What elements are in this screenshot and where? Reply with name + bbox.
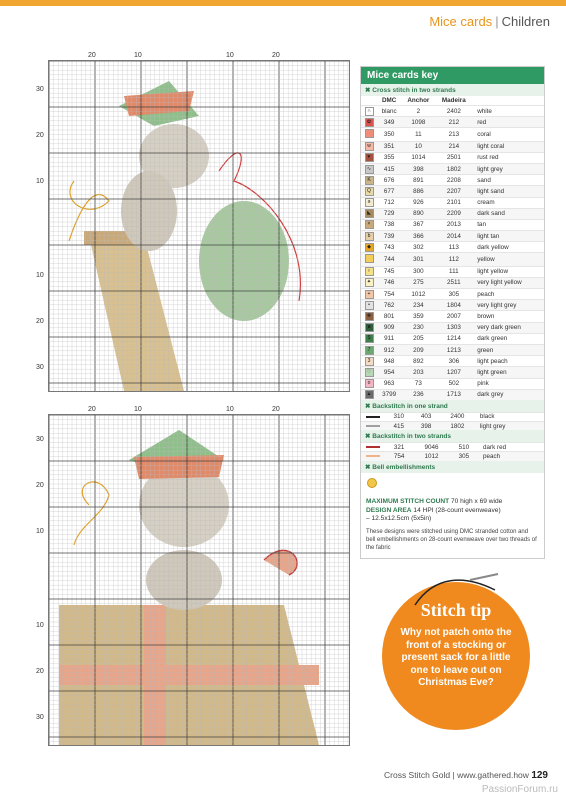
backstitch-one-heading: ✖ Backstitch in one strand bbox=[361, 400, 544, 412]
footer-separator: | bbox=[452, 770, 455, 780]
key-dmc: 739 bbox=[377, 231, 401, 242]
key-madeira: 1214 bbox=[435, 333, 472, 344]
bottom-chart-row-label: 10 bbox=[36, 622, 44, 629]
key-madeira: 2209 bbox=[435, 208, 472, 219]
top-chart-row-label: 20 bbox=[36, 132, 44, 139]
dmc-col-header: DMC bbox=[381, 97, 397, 104]
key-colour-name: light green bbox=[472, 367, 544, 378]
backstitch-dmc: 754 bbox=[385, 452, 413, 461]
backstitch-line-cell bbox=[361, 452, 385, 461]
key-row bbox=[361, 277, 544, 288]
key-symbol: Q bbox=[365, 187, 374, 196]
key-symbol: ◣ bbox=[365, 209, 374, 218]
key-symbol: ♀ bbox=[365, 267, 374, 276]
key-row bbox=[361, 378, 544, 389]
key-symbol-cell bbox=[361, 197, 377, 208]
key-row bbox=[361, 356, 544, 367]
key-symbol: ∩ bbox=[365, 107, 374, 116]
backstitch-dmc: 321 bbox=[385, 443, 413, 452]
backstitch-one-table bbox=[361, 412, 544, 430]
cross-stitch-heading-text: Cross stitch in two strands bbox=[372, 87, 456, 94]
top-chart-col-label: 10 bbox=[226, 52, 234, 59]
key-symbol-cell bbox=[361, 128, 377, 141]
backstitch-madeira: 1802 bbox=[440, 422, 475, 431]
key-anchor: 926 bbox=[401, 197, 435, 208]
key-madeira: 2208 bbox=[435, 175, 472, 186]
key-dmc: 677 bbox=[377, 186, 401, 197]
key-symbol-cell bbox=[361, 231, 377, 242]
key-colour-name: light sand bbox=[472, 186, 544, 197]
key-colour-name: dark green bbox=[472, 333, 544, 344]
page-header bbox=[0, 0, 566, 30]
backstitch-two-table bbox=[361, 442, 544, 460]
key-anchor: 302 bbox=[401, 242, 435, 253]
top-chart-grid bbox=[49, 61, 349, 391]
key-symbol-cell bbox=[361, 253, 377, 266]
key-colour-name: red bbox=[472, 117, 544, 128]
key-symbol-cell bbox=[361, 378, 377, 389]
key-anchor: 1012 bbox=[401, 289, 435, 300]
key-symbol: w bbox=[365, 142, 374, 151]
bottom-chart-col-label: 20 bbox=[272, 406, 280, 413]
key-row bbox=[361, 333, 544, 344]
key-row bbox=[361, 117, 544, 128]
symbol-col-header bbox=[361, 96, 377, 106]
top-chart-row-label: 30 bbox=[36, 364, 44, 371]
bottom-chart-row-label: 20 bbox=[36, 668, 44, 675]
design-area-value: 14 HPI (28-count evenweave) bbox=[413, 506, 501, 514]
stitch-counts bbox=[361, 495, 544, 528]
key-dmc: 3799 bbox=[377, 389, 401, 400]
key-symbol-cell bbox=[361, 242, 377, 253]
backstitch-row bbox=[361, 452, 544, 461]
backstitch-two-heading-text: Backstitch in two strands bbox=[372, 433, 452, 441]
section-separator: | bbox=[495, 14, 499, 29]
key-row bbox=[361, 389, 544, 400]
mouse-body-motif bbox=[146, 550, 222, 610]
key-symbol: + bbox=[365, 290, 374, 299]
name-col-header bbox=[472, 96, 544, 106]
key-symbol-cell bbox=[361, 266, 377, 277]
key-anchor: 236 bbox=[401, 389, 435, 400]
bell-heading-text: Bell embellishments bbox=[372, 463, 436, 471]
top-chart-col-label: 10 bbox=[134, 52, 142, 59]
key-symbol-cell bbox=[361, 356, 377, 367]
header-stripe bbox=[0, 0, 566, 6]
key-dmc: 948 bbox=[377, 356, 401, 367]
key-colour-name: peach bbox=[472, 289, 544, 300]
max-count-label: MAXIMUM STITCH COUNT bbox=[366, 497, 450, 505]
key-colour-name: yellow bbox=[472, 253, 544, 266]
key-madeira: 111 bbox=[435, 266, 472, 277]
key-dmc: 745 bbox=[377, 266, 401, 277]
key-dmc: 744 bbox=[377, 253, 401, 266]
stitch-tip-heading: Stitch tip bbox=[420, 600, 492, 620]
key-madeira: 2014 bbox=[435, 231, 472, 242]
design-area-label: DESIGN AREA bbox=[366, 506, 412, 514]
key-dmc: 746 bbox=[377, 277, 401, 288]
backstitch-anchor: 9046 bbox=[413, 443, 449, 452]
key-row bbox=[361, 253, 544, 266]
key-colour-name: light tan bbox=[472, 231, 544, 242]
key-anchor: 73 bbox=[401, 378, 435, 389]
backstitch-anchor: 398 bbox=[412, 422, 439, 431]
backstitch-one-heading-text: Backstitch in one strand bbox=[372, 402, 448, 410]
needle-icon bbox=[410, 570, 500, 610]
key-symbol: ∿ bbox=[365, 165, 374, 174]
backstitch-row bbox=[361, 422, 544, 431]
key-madeira: 113 bbox=[435, 242, 472, 253]
key-madeira: 2402 bbox=[435, 106, 472, 117]
backstitch-madeira: 305 bbox=[450, 452, 478, 461]
key-dmc: 754 bbox=[377, 289, 401, 300]
key-header-row bbox=[361, 96, 544, 106]
bottom-chart-row-label: 30 bbox=[36, 714, 44, 721]
key-anchor: 2 bbox=[401, 106, 435, 117]
key-symbol-cell bbox=[361, 208, 377, 219]
bottom-chart-row-label: 20 bbox=[36, 482, 44, 489]
key-anchor: 300 bbox=[401, 266, 435, 277]
key-row bbox=[361, 266, 544, 277]
key-dmc: 801 bbox=[377, 311, 401, 322]
key-dmc: 954 bbox=[377, 367, 401, 378]
key-row bbox=[361, 208, 544, 219]
key-madeira: 1713 bbox=[435, 389, 472, 400]
key-dmc: 676 bbox=[377, 175, 401, 186]
key-symbol: b bbox=[365, 232, 374, 241]
section-name: Mice cards bbox=[429, 14, 493, 29]
key-colour-name: rust red bbox=[472, 152, 544, 163]
key-colour-name: green bbox=[472, 344, 544, 355]
key-anchor: 10 bbox=[401, 141, 435, 152]
key-madeira: 1207 bbox=[435, 367, 472, 378]
key-madeira: 112 bbox=[435, 253, 472, 266]
key-symbol: • bbox=[365, 301, 374, 310]
key-row bbox=[361, 311, 544, 322]
section-title bbox=[429, 14, 550, 29]
key-row bbox=[361, 322, 544, 333]
key-colour-name: dark yellow bbox=[472, 242, 544, 253]
key-symbol-cell bbox=[361, 322, 377, 333]
key-madeira: 1804 bbox=[435, 300, 472, 311]
page-footer bbox=[384, 770, 548, 781]
key-symbol-cell bbox=[361, 106, 377, 117]
key-colour-name: very light yellow bbox=[472, 277, 544, 288]
key-symbol-cell bbox=[361, 152, 377, 163]
key-colour-name: light grey bbox=[472, 163, 544, 174]
backstitch-line-cell bbox=[361, 443, 385, 452]
backstitch-row bbox=[361, 412, 544, 421]
key-anchor: 205 bbox=[401, 333, 435, 344]
backstitch-name: black bbox=[475, 412, 544, 421]
key-symbol: K bbox=[365, 176, 374, 185]
key-madeira: 1213 bbox=[435, 344, 472, 355]
key-symbol: × bbox=[365, 220, 374, 229]
key-dmc: 963 bbox=[377, 378, 401, 389]
key-title: Mice cards key bbox=[361, 67, 544, 84]
magazine-url: www.gathered.how bbox=[457, 770, 529, 780]
key-row bbox=[361, 175, 544, 186]
key-madeira: 1303 bbox=[435, 322, 472, 333]
cross-stitch-heading: ✖ Cross stitch in two strands bbox=[361, 84, 544, 96]
key-symbol: 7 bbox=[365, 346, 374, 355]
key-colour-name: coral bbox=[472, 128, 544, 141]
key-anchor: 1014 bbox=[401, 152, 435, 163]
key-colour-name: very light grey bbox=[472, 300, 544, 311]
key-dmc: 909 bbox=[377, 322, 401, 333]
key-madeira: 2207 bbox=[435, 186, 472, 197]
key-symbol-cell bbox=[361, 333, 377, 344]
key-anchor: 301 bbox=[401, 253, 435, 266]
backstitch-two-heading: ✖ Backstitch in two strands bbox=[361, 430, 544, 442]
backstitch-madeira: 2400 bbox=[440, 412, 475, 421]
backstitch-line-swatch bbox=[366, 425, 380, 427]
key-symbol-cell bbox=[361, 344, 377, 355]
key-colour-name: sand bbox=[472, 175, 544, 186]
backstitch-name: peach bbox=[478, 452, 544, 461]
key-madeira: 305 bbox=[435, 289, 472, 300]
key-colour-name: tan bbox=[472, 219, 544, 230]
backstitch-name: light grey bbox=[475, 422, 544, 431]
key-dmc: 911 bbox=[377, 333, 401, 344]
key-symbol: 3 bbox=[365, 357, 374, 366]
key-anchor: 230 bbox=[401, 322, 435, 333]
top-chart-row-label: 10 bbox=[36, 272, 44, 279]
key-anchor: 209 bbox=[401, 344, 435, 355]
backstitch-anchor: 1012 bbox=[413, 452, 449, 461]
section-category: Children bbox=[501, 14, 550, 29]
key-symbol: ▲ bbox=[365, 390, 374, 399]
key-dmc: 712 bbox=[377, 197, 401, 208]
key-madeira: 1802 bbox=[435, 163, 472, 174]
key-anchor: 891 bbox=[401, 175, 435, 186]
key-dmc: blanc bbox=[377, 106, 401, 117]
key-anchor: 203 bbox=[401, 367, 435, 378]
bottom-chart-row-label: 10 bbox=[36, 528, 44, 535]
key-row bbox=[361, 289, 544, 300]
key-row bbox=[361, 152, 544, 163]
key-dmc: 355 bbox=[377, 152, 401, 163]
key-symbol-cell bbox=[361, 389, 377, 400]
key-row bbox=[361, 186, 544, 197]
gift-ribbon-vertical bbox=[144, 605, 166, 745]
backstitch-anchor: 403 bbox=[412, 412, 439, 421]
key-symbol: ■ bbox=[365, 323, 374, 332]
key-colour-name: cream bbox=[472, 197, 544, 208]
key-madeira: 2007 bbox=[435, 311, 472, 322]
key-row bbox=[361, 163, 544, 174]
key-anchor: 890 bbox=[401, 208, 435, 219]
top-chart-row-label: 30 bbox=[36, 86, 44, 93]
key-dmc: 415 bbox=[377, 163, 401, 174]
key-dmc: 351 bbox=[377, 141, 401, 152]
key-symbol-cell bbox=[361, 141, 377, 152]
page-number: 129 bbox=[531, 770, 548, 781]
key-symbol: $ bbox=[365, 334, 374, 343]
bottom-chart-col-label: 20 bbox=[88, 406, 96, 413]
key-anchor: 366 bbox=[401, 231, 435, 242]
key-symbol: o bbox=[365, 379, 374, 388]
key-panel bbox=[360, 66, 545, 559]
key-symbol: ✿ bbox=[365, 118, 374, 127]
top-chart-col-label: 20 bbox=[88, 52, 96, 59]
key-anchor: 359 bbox=[401, 311, 435, 322]
design-area-size: – 12.5x12.5cm (5x5in) bbox=[366, 515, 432, 523]
key-madeira: 2013 bbox=[435, 219, 472, 230]
key-anchor: 892 bbox=[401, 356, 435, 367]
key-colour-name: light yellow bbox=[472, 266, 544, 277]
key-colour-name: light coral bbox=[472, 141, 544, 152]
key-symbol-cell bbox=[361, 175, 377, 186]
key-anchor: 398 bbox=[401, 163, 435, 174]
bell-icon bbox=[367, 478, 377, 488]
top-chart-col-label: 20 bbox=[272, 52, 280, 59]
key-symbol-cell bbox=[361, 289, 377, 300]
bottom-chart bbox=[48, 414, 350, 746]
key-row bbox=[361, 231, 544, 242]
key-symbol-cell bbox=[361, 219, 377, 230]
anchor-col-header: Anchor bbox=[407, 97, 430, 104]
key-symbol-cell bbox=[361, 277, 377, 288]
bell-row bbox=[361, 473, 544, 495]
key-symbol bbox=[365, 254, 374, 263]
key-row bbox=[361, 106, 544, 117]
backstitch-line-swatch bbox=[366, 416, 380, 418]
bottom-chart-col-label: 10 bbox=[226, 406, 234, 413]
key-dmc: 762 bbox=[377, 300, 401, 311]
key-madeira: 502 bbox=[435, 378, 472, 389]
key-dmc: 912 bbox=[377, 344, 401, 355]
stitch-tip-text: Why not patch onto the front of a stocking or present sack for a little one to leave out on Christmas Eve? bbox=[400, 627, 512, 688]
key-symbol: ♡ bbox=[365, 368, 374, 377]
madeira-col-header: Madeira bbox=[441, 97, 466, 104]
key-madeira: 2101 bbox=[435, 197, 472, 208]
key-madeira: 306 bbox=[435, 356, 472, 367]
key-row bbox=[361, 344, 544, 355]
key-row bbox=[361, 219, 544, 230]
backstitch-line-cell bbox=[361, 412, 385, 421]
key-symbol-cell bbox=[361, 186, 377, 197]
key-madeira: 213 bbox=[435, 128, 472, 141]
key-dmc: 349 bbox=[377, 117, 401, 128]
backstitch-name: dark red bbox=[478, 443, 544, 452]
key-anchor: 275 bbox=[401, 277, 435, 288]
key-row bbox=[361, 242, 544, 253]
key-colour-name: dark grey bbox=[472, 389, 544, 400]
key-dmc: 743 bbox=[377, 242, 401, 253]
key-anchor: 1098 bbox=[401, 117, 435, 128]
key-madeira: 212 bbox=[435, 117, 472, 128]
bottom-chart-col-label: 10 bbox=[134, 406, 142, 413]
key-row bbox=[361, 367, 544, 378]
backstitch-dmc: 415 bbox=[385, 422, 412, 431]
cross-stitch-rows bbox=[361, 106, 544, 400]
key-colour-name: brown bbox=[472, 311, 544, 322]
materials-note: These designs were stitched using DMC stranded cotton and bell embellishments on 28-count evenweave over two threads of the fabric bbox=[366, 529, 537, 551]
key-row bbox=[361, 300, 544, 311]
backstitch-dmc: 310 bbox=[385, 412, 412, 421]
backstitch-madeira: 510 bbox=[450, 443, 478, 452]
bell-heading: ✖ Bell embellishments bbox=[361, 461, 544, 473]
key-row bbox=[361, 141, 544, 152]
key-symbol-cell bbox=[361, 117, 377, 128]
key-madeira: 214 bbox=[435, 141, 472, 152]
top-chart-row-label: 10 bbox=[36, 178, 44, 185]
key-anchor: 367 bbox=[401, 219, 435, 230]
backstitch-row bbox=[361, 443, 544, 452]
key-anchor: 886 bbox=[401, 186, 435, 197]
top-chart-row-label: 20 bbox=[36, 318, 44, 325]
cross-stitch-table bbox=[361, 96, 544, 400]
key-symbol-cell bbox=[361, 163, 377, 174]
max-count-value: 70 high x 69 wide bbox=[451, 497, 503, 505]
key-madeira: 2501 bbox=[435, 152, 472, 163]
key-symbol: ◆ bbox=[365, 243, 374, 252]
mistletoe-motif bbox=[199, 201, 289, 321]
key-symbol bbox=[365, 129, 374, 138]
backstitch-line-swatch bbox=[366, 446, 380, 448]
key-dmc: 350 bbox=[377, 128, 401, 141]
magazine-name: Cross Stitch Gold bbox=[384, 770, 451, 780]
key-madeira: 2511 bbox=[435, 277, 472, 288]
key-symbol: ✚ bbox=[365, 312, 374, 321]
key-colour-name: light peach bbox=[472, 356, 544, 367]
key-dmc: 738 bbox=[377, 219, 401, 230]
key-anchor: 234 bbox=[401, 300, 435, 311]
key-row bbox=[361, 197, 544, 208]
crown-motif bbox=[134, 455, 224, 479]
key-colour-name: white bbox=[472, 106, 544, 117]
key-row bbox=[361, 128, 544, 141]
bottom-chart-row-label: 30 bbox=[36, 436, 44, 443]
backstitch-line-swatch bbox=[366, 455, 380, 457]
key-colour-name: pink bbox=[472, 378, 544, 389]
key-symbol: ✦ bbox=[365, 278, 374, 287]
bottom-chart-grid bbox=[49, 415, 349, 745]
key-colour-name: very dark green bbox=[472, 322, 544, 333]
backstitch-line-cell bbox=[361, 422, 385, 431]
key-colour-name: dark sand bbox=[472, 208, 544, 219]
key-symbol: ə bbox=[365, 198, 374, 207]
top-chart bbox=[48, 60, 350, 392]
watermark: PassionForum.ru bbox=[481, 784, 558, 795]
key-symbol: ♥ bbox=[365, 153, 374, 162]
key-anchor: 11 bbox=[401, 128, 435, 141]
key-dmc: 729 bbox=[377, 208, 401, 219]
key-symbol-cell bbox=[361, 311, 377, 322]
key-symbol-cell bbox=[361, 367, 377, 378]
key-symbol-cell bbox=[361, 300, 377, 311]
